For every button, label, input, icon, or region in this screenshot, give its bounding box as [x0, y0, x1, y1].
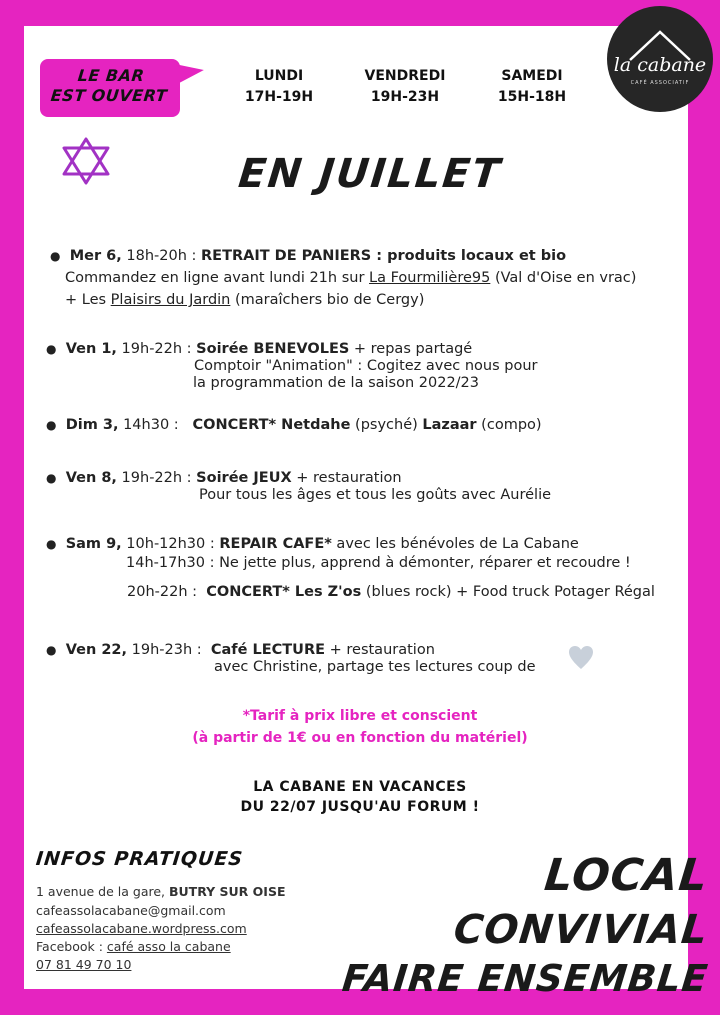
bar-open-line-1: LE BAR	[76, 66, 146, 85]
day-name: LUNDI	[254, 68, 304, 84]
event-day: Ven 22,	[65, 642, 128, 658]
event-name: REPAIR CAFE*	[219, 536, 332, 552]
vacances-line-1: LA CABANE EN VACANCES	[253, 779, 467, 795]
event-time: 10h-12h30 :	[126, 536, 215, 552]
event-name: Café LECTURE	[210, 642, 326, 658]
tarif-line-2: (à partir de 1€ ou en fonction du matériel)	[192, 730, 528, 746]
event-time: 19h-22h :	[121, 341, 192, 357]
day-hours: 17H-19H	[244, 89, 314, 105]
event-detail-line: + Les Plaisirs du Jardin (maraîchers bio de Cergy)	[65, 292, 425, 308]
slogan-faire-ensemble: FAIRE ENSEMBLE	[340, 957, 711, 1000]
day-name: VENDREDI	[364, 68, 446, 84]
fourmiliere-link[interactable]: La Fourmilière95	[369, 270, 491, 286]
event-detail-line: avec Christine, partage tes lectures coup de	[214, 659, 536, 675]
event-day: Sam 9,	[65, 536, 122, 552]
email: cafeassolacabane@gmail.com	[36, 903, 226, 918]
event-name: Soirée BENEVOLES	[196, 341, 350, 357]
event-detail-line: Pour tous les âges et tous les goûts avec Aurélie	[199, 487, 552, 503]
event-line: ● Mer 6, 18h-20h : RETRAIT DE PANIERS : produits locaux et bio	[50, 248, 567, 264]
event-line: ● Dim 3, 14h30 : CONCERT* Netdahe (psyché) Lazaar (compo)	[46, 417, 542, 433]
event-day: Dim 3,	[65, 417, 119, 433]
event-line: ● Sam 9, 10h-12h30 : REPAIR CAFE* avec les bénévoles de La Cabane	[46, 536, 579, 552]
website-link[interactable]: cafeassolacabane.wordpress.com	[36, 921, 247, 936]
event-detail-line: 14h-17h30 : Ne jette plus, apprend à démonter, réparer et recoudre !	[126, 555, 631, 571]
star-of-david-icon	[60, 136, 112, 186]
slogan-local: LOCAL	[542, 850, 711, 901]
address: 1 avenue de la gare, BUTRY SUR OISE	[36, 884, 286, 899]
logo-name: la cabane	[613, 54, 707, 76]
event-day: Mer 6,	[69, 248, 122, 264]
vacances-line-2: DU 22/07 JUSQU'AU FORUM !	[240, 799, 480, 815]
facebook: Facebook : café asso la cabane	[36, 939, 231, 954]
bar-open-label	[38, 66, 182, 106]
event-detail-line: la programmation de la saison 2022/23	[193, 375, 479, 391]
event-detail-line: Commandez en ligne avant lundi 21h sur La Fourmilière95 (Val d'Oise en vrac)	[65, 270, 637, 286]
infos-title: INFOS PRATIQUES	[34, 848, 245, 870]
event-time: 19h-23h :	[131, 642, 202, 658]
event-time: 14h30 :	[123, 417, 179, 433]
opening-day-monday	[238, 66, 320, 108]
event-name: CONCERT* Netdahe	[192, 417, 351, 433]
page-title: EN JUILLET	[236, 151, 504, 197]
event-time: 19h-22h :	[121, 470, 192, 486]
event-line: ● Ven 1, 19h-22h : Soirée BENEVOLES + repas partagé	[46, 341, 473, 357]
plaisirs-du-jardin-link[interactable]: Plaisirs du Jardin	[110, 292, 231, 308]
tarif-line-1: *Tarif à prix libre et conscient	[242, 708, 478, 724]
event-name: RETRAIT DE PANIERS : produits locaux et bio	[201, 248, 567, 264]
event-day: Ven 1,	[65, 341, 117, 357]
heart-icon	[568, 645, 594, 671]
event-name: Soirée JEUX	[196, 470, 292, 486]
phone-number[interactable]: 07 81 49 70 10	[36, 957, 132, 972]
day-hours: 19H-23H	[370, 89, 440, 105]
event-detail-line: Comptoir "Animation" : Cogitez avec nous pour	[194, 358, 538, 374]
day-name: SAMEDI	[501, 68, 563, 84]
bar-open-line-2: EST OUVERT	[49, 86, 169, 105]
facebook-link[interactable]: café asso la cabane	[106, 939, 231, 954]
slogan-convivial: CONVIVIAL	[451, 907, 711, 953]
day-hours: 15H-18H	[497, 89, 567, 105]
event-day: Ven 8,	[65, 470, 117, 486]
logo-subtitle: CAFÉ ASSOCIATIF	[630, 80, 690, 86]
opening-day-friday	[355, 66, 455, 108]
event-line: ● Ven 8, 19h-22h : Soirée JEUX + restauration	[46, 470, 402, 486]
event-time: 18h-20h :	[126, 248, 197, 264]
event-line: ● Ven 22, 19h-23h : Café LECTURE + restauration	[46, 642, 435, 658]
opening-day-saturday	[490, 66, 574, 108]
event-detail-line: 20h-22h : CONCERT* Les Z'os (blues rock) + Food truck Potager Régal	[127, 584, 655, 600]
